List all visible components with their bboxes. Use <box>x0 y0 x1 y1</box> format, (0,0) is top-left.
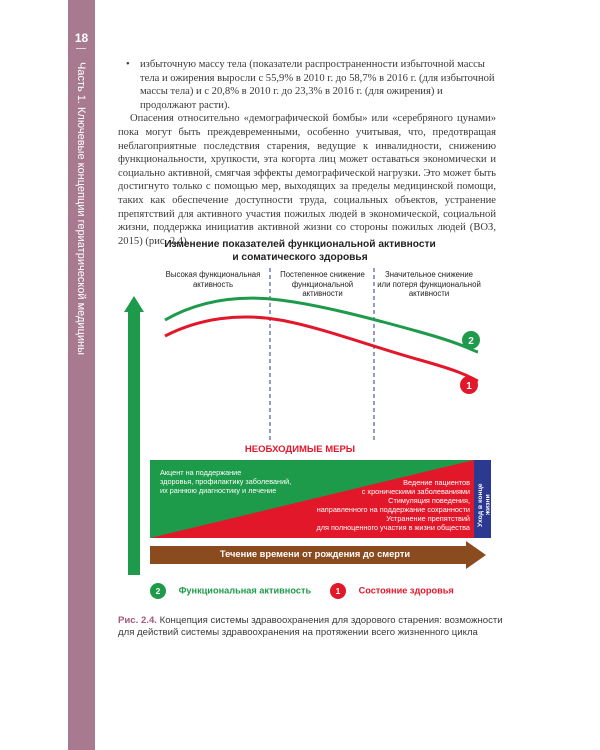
paragraph: Опасения относительно «демографической бомбы» или «серебряного цунами» пока могут быть преждевременными, особенно учитывая, что, предотвращая неблагоприятные последствия старения, ведущие к инвалидности, снижению функциональности, хрупкости, эта когорта лиц может оставаться экономически и социально активной, смягчая эффекты демографической нагрузки. Это может быть достигнуто только с помощью мер, выходящих за пределы медицинской помощи, таких как обеспечение доступности труда, социальных объектов, устранение препятствий для активного участия пожилых людей в экономической, социальной жизни, поддержка инициатив активной жизни со стороны пожилых людей (ВОЗ, 2015) (рис. 2.4). <box>118 113 496 247</box>
phase-label-line: активности <box>302 289 343 298</box>
bullet-text: избыточную массу тела (показатели распространенности избыточной массы тела и ожирения выросли с 55,9% в 2010 г. до 58,7% в 2016 г. (для избыточной массы тела) и с 20,8% в 2010 г. до 23,3% в 2016 г. (для ожирения) и продолжают расти). <box>140 59 495 111</box>
measure-line: для полноценного участия в жизни общества <box>316 523 470 532</box>
figure-title-line1: Изменение показателей функциональной активности <box>164 239 436 250</box>
page-number: 18 <box>74 31 89 45</box>
curve-badge-red-label: 1 <box>466 381 472 392</box>
figure-title-line2: и соматического здоровья <box>232 252 368 263</box>
legend-badge: 2 <box>150 583 166 599</box>
phase-label-line: активность <box>192 279 234 289</box>
measure-line: их раннюю диагностику и лечение <box>160 486 277 495</box>
measure-line: Устранение препятствий <box>386 514 470 523</box>
measure-line: Ведение пациентов <box>403 478 470 487</box>
measure-line: Акцент на поддержание <box>160 468 242 477</box>
chapter-title: Часть 1. Ключевые концепции гериатрической медицины <box>75 62 87 355</box>
legend-badge: 1 <box>330 583 346 599</box>
measure-line: здоровья, профилактику заболеваний, <box>160 477 292 486</box>
functional-activity-curve <box>165 298 478 352</box>
caption-label: Рис. 2.4. <box>118 615 157 626</box>
timeline-label: Течение времени от рождения до смерти <box>219 549 411 559</box>
phase-label-line: Высокая функциональная <box>165 270 261 279</box>
legend-functional-activity <box>150 583 311 599</box>
figure-caption <box>118 615 510 640</box>
phase-label-line: активности <box>408 289 450 298</box>
end-of-life-label: Уход в конце жизни <box>477 483 492 527</box>
phase-label-line: или потеря функциональной <box>377 279 481 289</box>
phase-label-line: функциональной <box>291 279 354 289</box>
bullet-marker: • <box>126 59 130 70</box>
phase-label-line: Значительное снижение <box>384 270 474 279</box>
curve-badge-green-label: 2 <box>468 336 474 347</box>
caption-text: Концепция системы здравоохранения для здорового старения: возможности для действий системы здравоохранения на протяжении всего жизненного цикла <box>118 615 503 639</box>
health-status-curve <box>165 317 478 381</box>
legend-label: Функциональная активность <box>178 585 312 596</box>
chronic-care-measure-text <box>285 478 470 532</box>
measures-title: НЕОБХОДИМЫЕ МЕРЫ <box>244 444 356 455</box>
measure-line: с хроническими заболеваниями <box>361 487 470 496</box>
measure-line: Стимуляция поведения, <box>388 496 470 505</box>
phase-label-line: Постепенное снижение <box>280 270 365 279</box>
legend-label: Состояние здоровья <box>358 585 454 596</box>
up-arrow-shaft <box>128 311 140 575</box>
measure-line: направленного на поддержание сохранности <box>316 505 470 514</box>
legend-health-status <box>330 583 454 599</box>
up-arrow-head <box>124 296 144 312</box>
